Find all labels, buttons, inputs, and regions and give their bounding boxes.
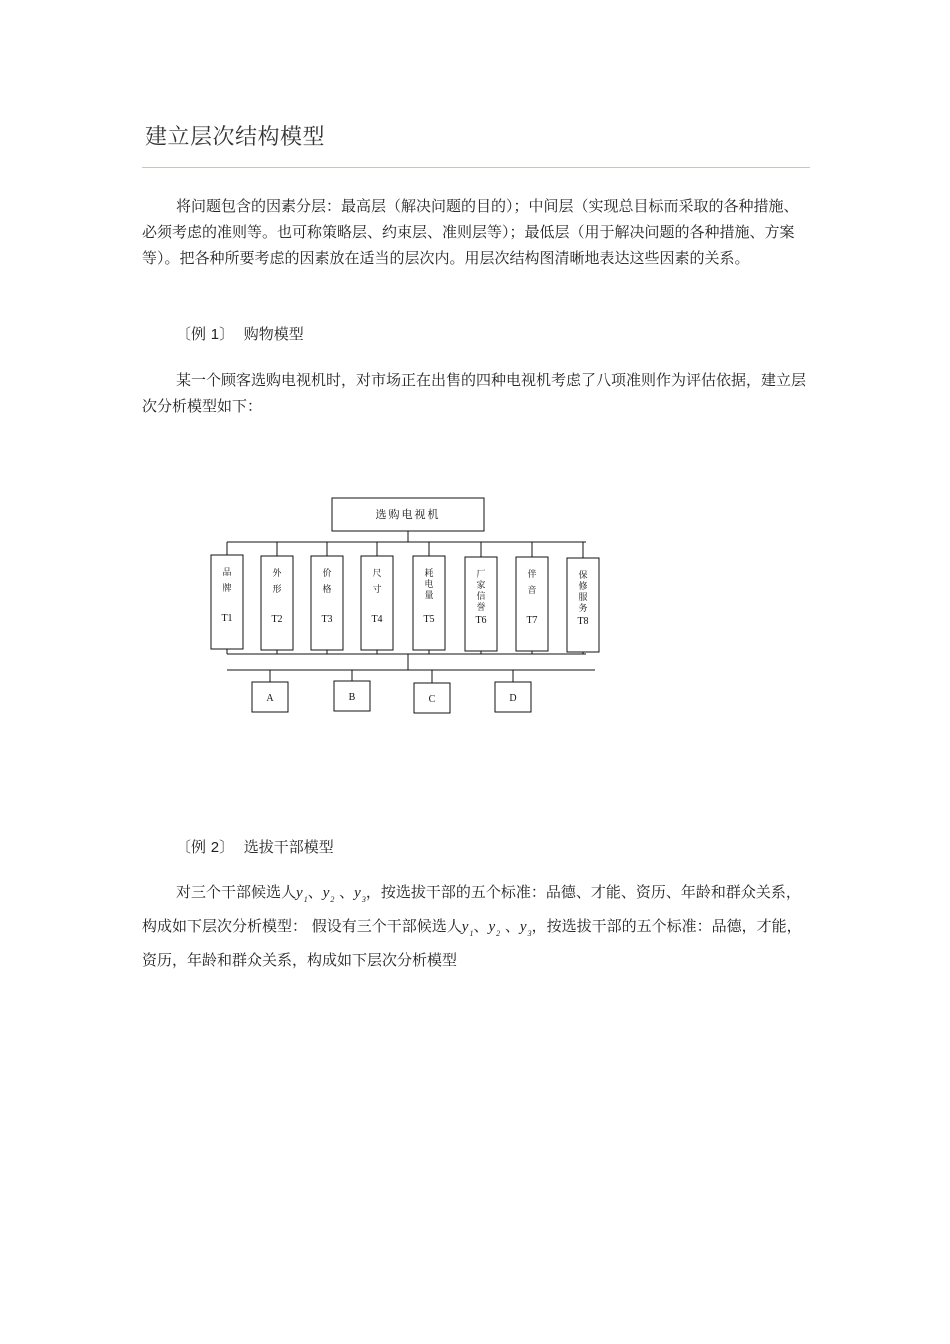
hierarchy-diagram [205, 492, 605, 722]
criterion-label: 伴音 [527, 570, 537, 596]
separator: 、 [334, 883, 355, 901]
goal-node [332, 498, 484, 531]
criterion-code: T5 [423, 614, 435, 625]
separator: 、 [473, 917, 489, 935]
example-1-heading [176, 323, 304, 344]
example-1-paragraph: 某一个顾客选购电视机时，对市场正在出售的四种电视机考虑了八项准则作为评估依据，建立层次分析模型如下： [142, 371, 807, 415]
criterion-label: 尺寸 [372, 569, 382, 595]
title-divider [142, 167, 810, 168]
example-2-text-b: ，按选拔干部的五个标准：品德、才能、资历、年龄和群众关系，构成如下层次分析模型： 假设有三个干部候选人 [142, 883, 801, 935]
criterion-label: 价格 [322, 569, 332, 595]
var-y2: $y_2$ [322, 885, 335, 904]
criterion-code: T1 [221, 613, 233, 624]
example-2-bracket-open: 〔例 [176, 838, 207, 856]
alternative-label: D [509, 693, 517, 704]
criteria-layer [211, 542, 599, 654]
criterion-code: T8 [577, 616, 589, 627]
example-1-bracket-open: 〔例 [176, 325, 207, 343]
separator: 、 [500, 917, 520, 935]
criterion-label: 品牌 [222, 568, 232, 594]
example-2-heading [176, 836, 334, 857]
criterion-node [211, 542, 243, 654]
var-y3: $y_3$ [354, 885, 366, 904]
criterion-code: T4 [371, 614, 383, 625]
example-2-bracket-close: 〕 [219, 838, 235, 856]
var-y1: $y_1$ [296, 885, 308, 904]
example-1-name: 购物模型 [243, 325, 304, 343]
criterion-label: 厂家信誉 [476, 570, 486, 613]
criterion-node [465, 542, 497, 654]
alternatives-layer [252, 670, 531, 713]
example-2-paragraph [142, 879, 810, 973]
criterion-label: 外形 [272, 569, 282, 595]
separator: 、 [307, 883, 323, 901]
example-2-number: 2 [210, 839, 220, 856]
criterion-node [567, 542, 599, 654]
criterion-label: 耗电量 [424, 569, 434, 601]
alternative-node [414, 670, 450, 713]
criterion-node [261, 542, 293, 654]
example-1-bracket-close: 〕 [219, 325, 235, 343]
criterion-node [516, 542, 548, 654]
intro-paragraph: 将问题包含的因素分层：最高层（解决问题的目的）；中间层（实现总目标而采取的各种措施、必须考虑的准则等。也可称策略层、约束层、准则层等）；最低层（用于解决问题的各种措施、方案等）。把各种所要考虑的因素放在适当的层次内。用层次结构图清晰地表达这些因素的关系。 [142, 197, 799, 267]
alternative-node [334, 670, 370, 711]
alternative-label: B [348, 692, 356, 703]
var-y2: $y_2$ [488, 919, 501, 938]
alternative-label: A [266, 693, 274, 704]
var-y1: $y_1$ [461, 919, 474, 938]
criterion-node [311, 542, 343, 654]
example-1-number: 1 [210, 326, 220, 343]
var-y3: $y_3$ [519, 919, 532, 938]
criterion-code: T3 [321, 614, 333, 625]
page-title: 建立层次结构模型 [145, 125, 326, 150]
goal-label: 选购电视机 [375, 508, 441, 521]
example-2-text-a: 对三个干部候选人 [176, 883, 297, 901]
alternative-node [495, 670, 531, 712]
criterion-label: 保修服务 [578, 571, 588, 614]
alternative-node [252, 670, 288, 712]
example-2-name: 选拔干部模型 [243, 838, 334, 856]
criterion-code: T2 [271, 614, 283, 625]
criterion-node [413, 542, 445, 654]
criterion-code: T7 [526, 615, 538, 626]
alternative-label: C [428, 694, 436, 705]
criterion-code: T6 [475, 615, 487, 626]
criterion-node [361, 542, 393, 654]
example-2-text-c: ，按选拔干部的五个标准：品德，才能，资历，年龄和群众关系，构成如下层次分析模型 [142, 917, 802, 969]
